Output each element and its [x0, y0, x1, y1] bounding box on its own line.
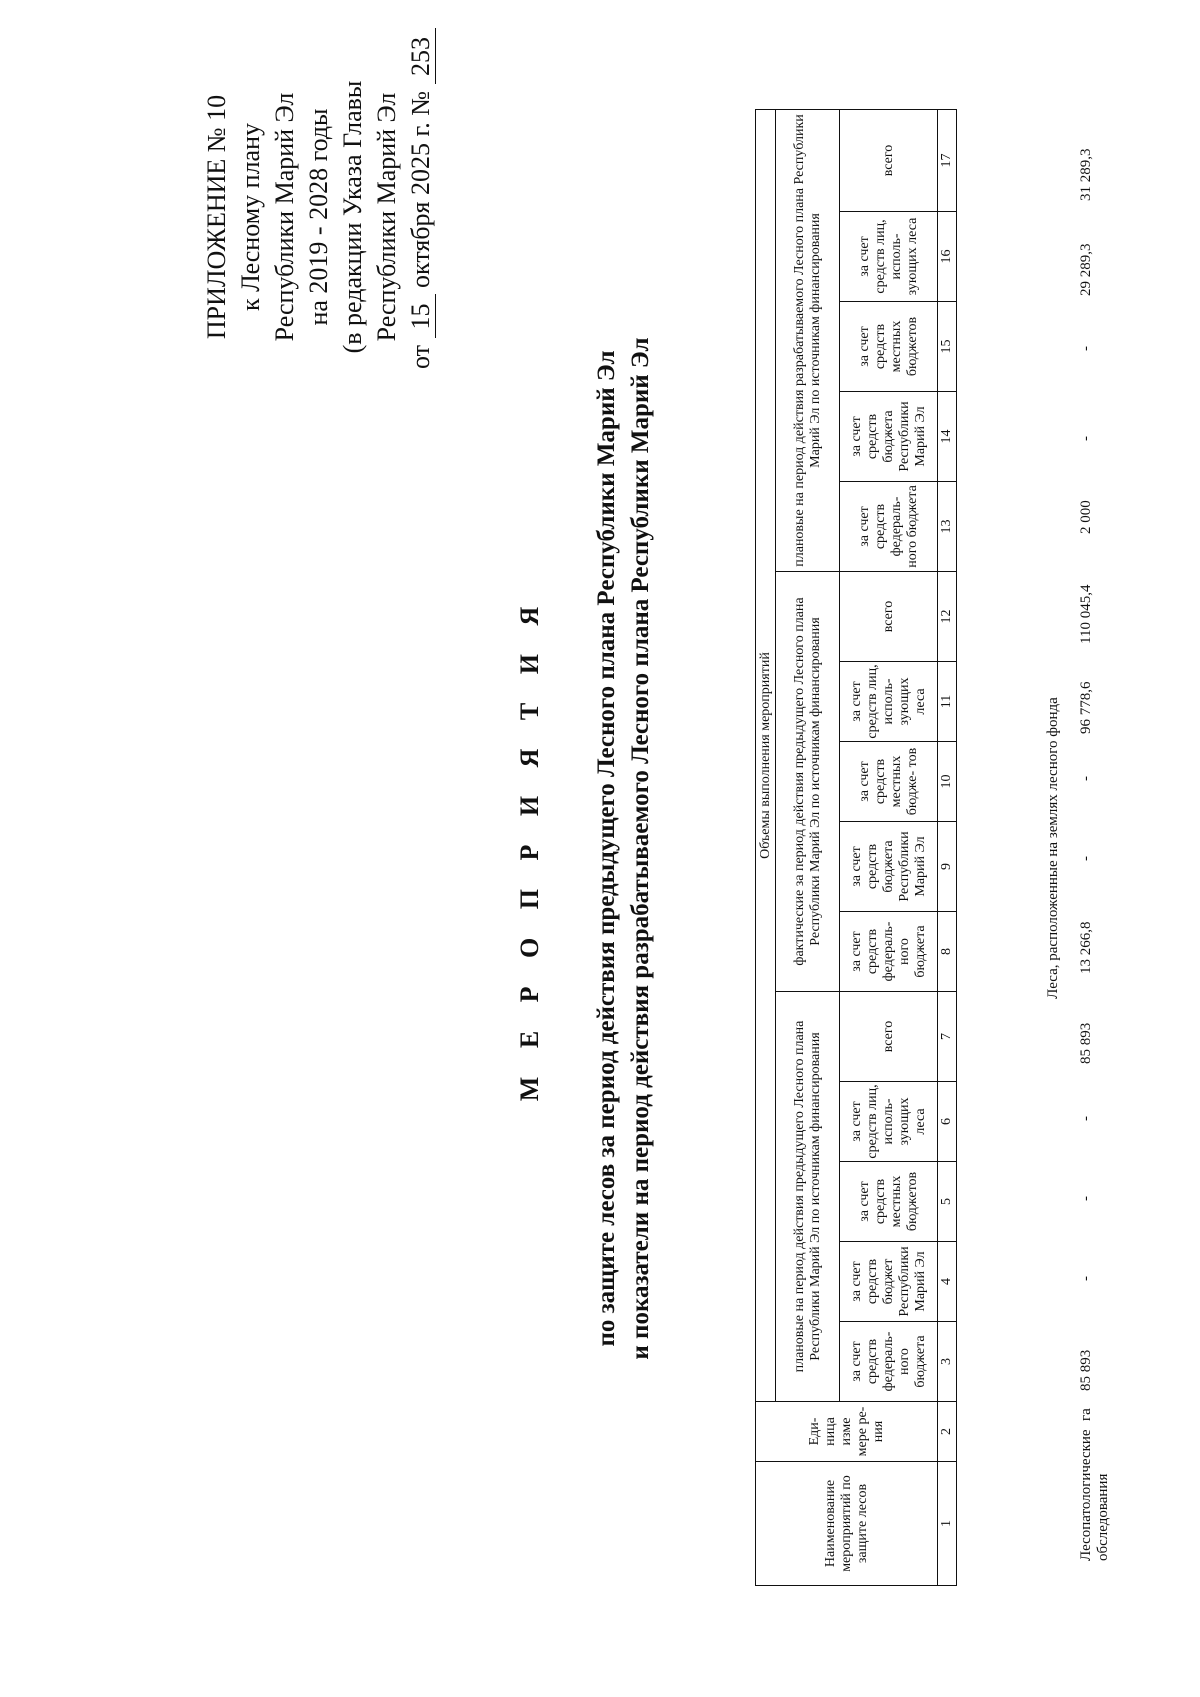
appendix-republic: Республики Марий Эл	[270, 92, 299, 342]
row-value: 13 266,8	[1078, 921, 1094, 974]
column-number: 8	[938, 912, 957, 992]
header-actual-prev: фактические за период действия предыдущего Лесного плана Республики Марий Эл по источникам финансирования	[776, 572, 840, 992]
header-sub-cell: за счет средств федераль- ного бюджета	[840, 1322, 938, 1402]
row-value: -	[1078, 436, 1094, 441]
header-sub-cell: за счет средств федераль- ного бюджета	[840, 912, 938, 992]
header-sub-cell: за счет средств лиц, исполь- зующих леса	[840, 662, 938, 742]
document-title: М Е Р О П Р И Я Т И Я	[515, 595, 544, 1102]
header-sub-cell: всего	[840, 572, 938, 662]
section-label: Леса, расположенные на землях лесного фонда	[1045, 697, 1061, 999]
appendix-date-row	[404, 37, 438, 397]
row-value: 96 778,6	[1078, 681, 1094, 734]
header-sub-cell: за счет средств бюджет Республики Марий Эл	[840, 1242, 938, 1322]
row-value: 110 045,4	[1078, 584, 1094, 644]
subtitle-line-1: по защите лесов за период действия предыдущего Лесного плана Республики Марий Эл	[593, 350, 620, 1347]
column-number: 11	[938, 662, 957, 742]
row-value: 85 893	[1078, 1349, 1094, 1391]
header-volumes: Объемы выполнения мероприятий	[756, 109, 776, 1401]
column-number: 14	[938, 392, 957, 482]
row-value: -	[1078, 856, 1094, 861]
appendix-years: на 2019 - 2028 годы	[304, 108, 333, 326]
header-sub-cell: за счет средств лиц, исполь- зующих леса	[840, 1082, 938, 1162]
table-row	[1078, 110, 1138, 1586]
row-value: -	[1078, 776, 1094, 781]
appendix-edition: (в редакции Указа Главы	[338, 80, 367, 354]
row-measure-name: Лесопатологические обследования	[1078, 1429, 1111, 1561]
header-sub-cell: за счет средств бюджета Республики Марий Эл	[840, 822, 938, 912]
header-sub-cell: за счет средств федераль- ного бюджета	[840, 482, 938, 572]
column-number: 10	[938, 742, 957, 822]
row-value: 2 000	[1078, 500, 1094, 534]
header-unit: Еди- ница изме мере ре- ния	[756, 1402, 938, 1462]
appendix-number: ПРИЛОЖЕНИЕ № 10	[202, 94, 231, 340]
date-from: от	[406, 344, 435, 369]
header-sub-cell: за счет средств местных бюджетов	[840, 1162, 938, 1242]
row-value: -	[1078, 1116, 1094, 1121]
header-sub-cell: всего	[840, 109, 938, 211]
column-number: 15	[938, 302, 957, 392]
column-number: 16	[938, 212, 957, 302]
header-sub-cell: всего	[840, 992, 938, 1082]
header-planned-new: плановые на период действия разрабатываемого Лесного плана Республики Марий Эл по источникам финансирования	[776, 109, 840, 571]
header-planned-prev: плановые на период действия предыдущего Лесного плана Республики Марий Эл по источникам финансирования	[776, 992, 840, 1402]
column-number: 13	[938, 482, 957, 572]
row-value: -	[1078, 346, 1094, 351]
appendix-to-plan: к Лесному плану	[236, 122, 265, 312]
row-value: -	[1078, 1196, 1094, 1201]
document-subtitle	[590, 0, 658, 1697]
column-number: 9	[938, 822, 957, 912]
date-number: 253	[407, 28, 436, 84]
appendix-edition-republic: Республики Марий Эл	[372, 92, 401, 342]
row-unit: га	[1078, 1408, 1094, 1421]
row-value: 31 289,3	[1078, 148, 1094, 201]
row-value: 85 893	[1078, 1022, 1094, 1064]
header-measure-name: Наименование мероприятий по защите лесов	[756, 1462, 938, 1586]
column-number: 12	[938, 572, 957, 662]
column-number: 7	[938, 992, 957, 1082]
column-number: 2	[938, 1402, 957, 1462]
appendix-block	[200, 37, 438, 397]
subtitle-line-2: и показатели на период действия разрабатываемого Лесного плана Республики Марий Эл	[627, 337, 654, 1360]
header-sub-cell: за счет средств местных бюджетов	[840, 302, 938, 392]
column-number: 1	[938, 1462, 957, 1586]
date-month-year: октября 2025 г. №	[406, 90, 435, 288]
row-value: -	[1078, 1276, 1094, 1281]
column-number: 6	[938, 1082, 957, 1162]
measures-table	[755, 109, 957, 1586]
column-number: 3	[938, 1322, 957, 1402]
header-sub-cell: за счет средств лиц, исполь- зующих леса	[840, 212, 938, 302]
column-number: 17	[938, 109, 957, 211]
row-value: 29 289,3	[1078, 243, 1094, 296]
header-sub-cell: за счет средств местных бюдже- тов	[840, 742, 938, 822]
date-day: 15	[407, 294, 436, 338]
header-sub-cell: за счет средств бюджета Республики Марий Эл	[840, 392, 938, 482]
column-number: 4	[938, 1242, 957, 1322]
column-number: 5	[938, 1162, 957, 1242]
